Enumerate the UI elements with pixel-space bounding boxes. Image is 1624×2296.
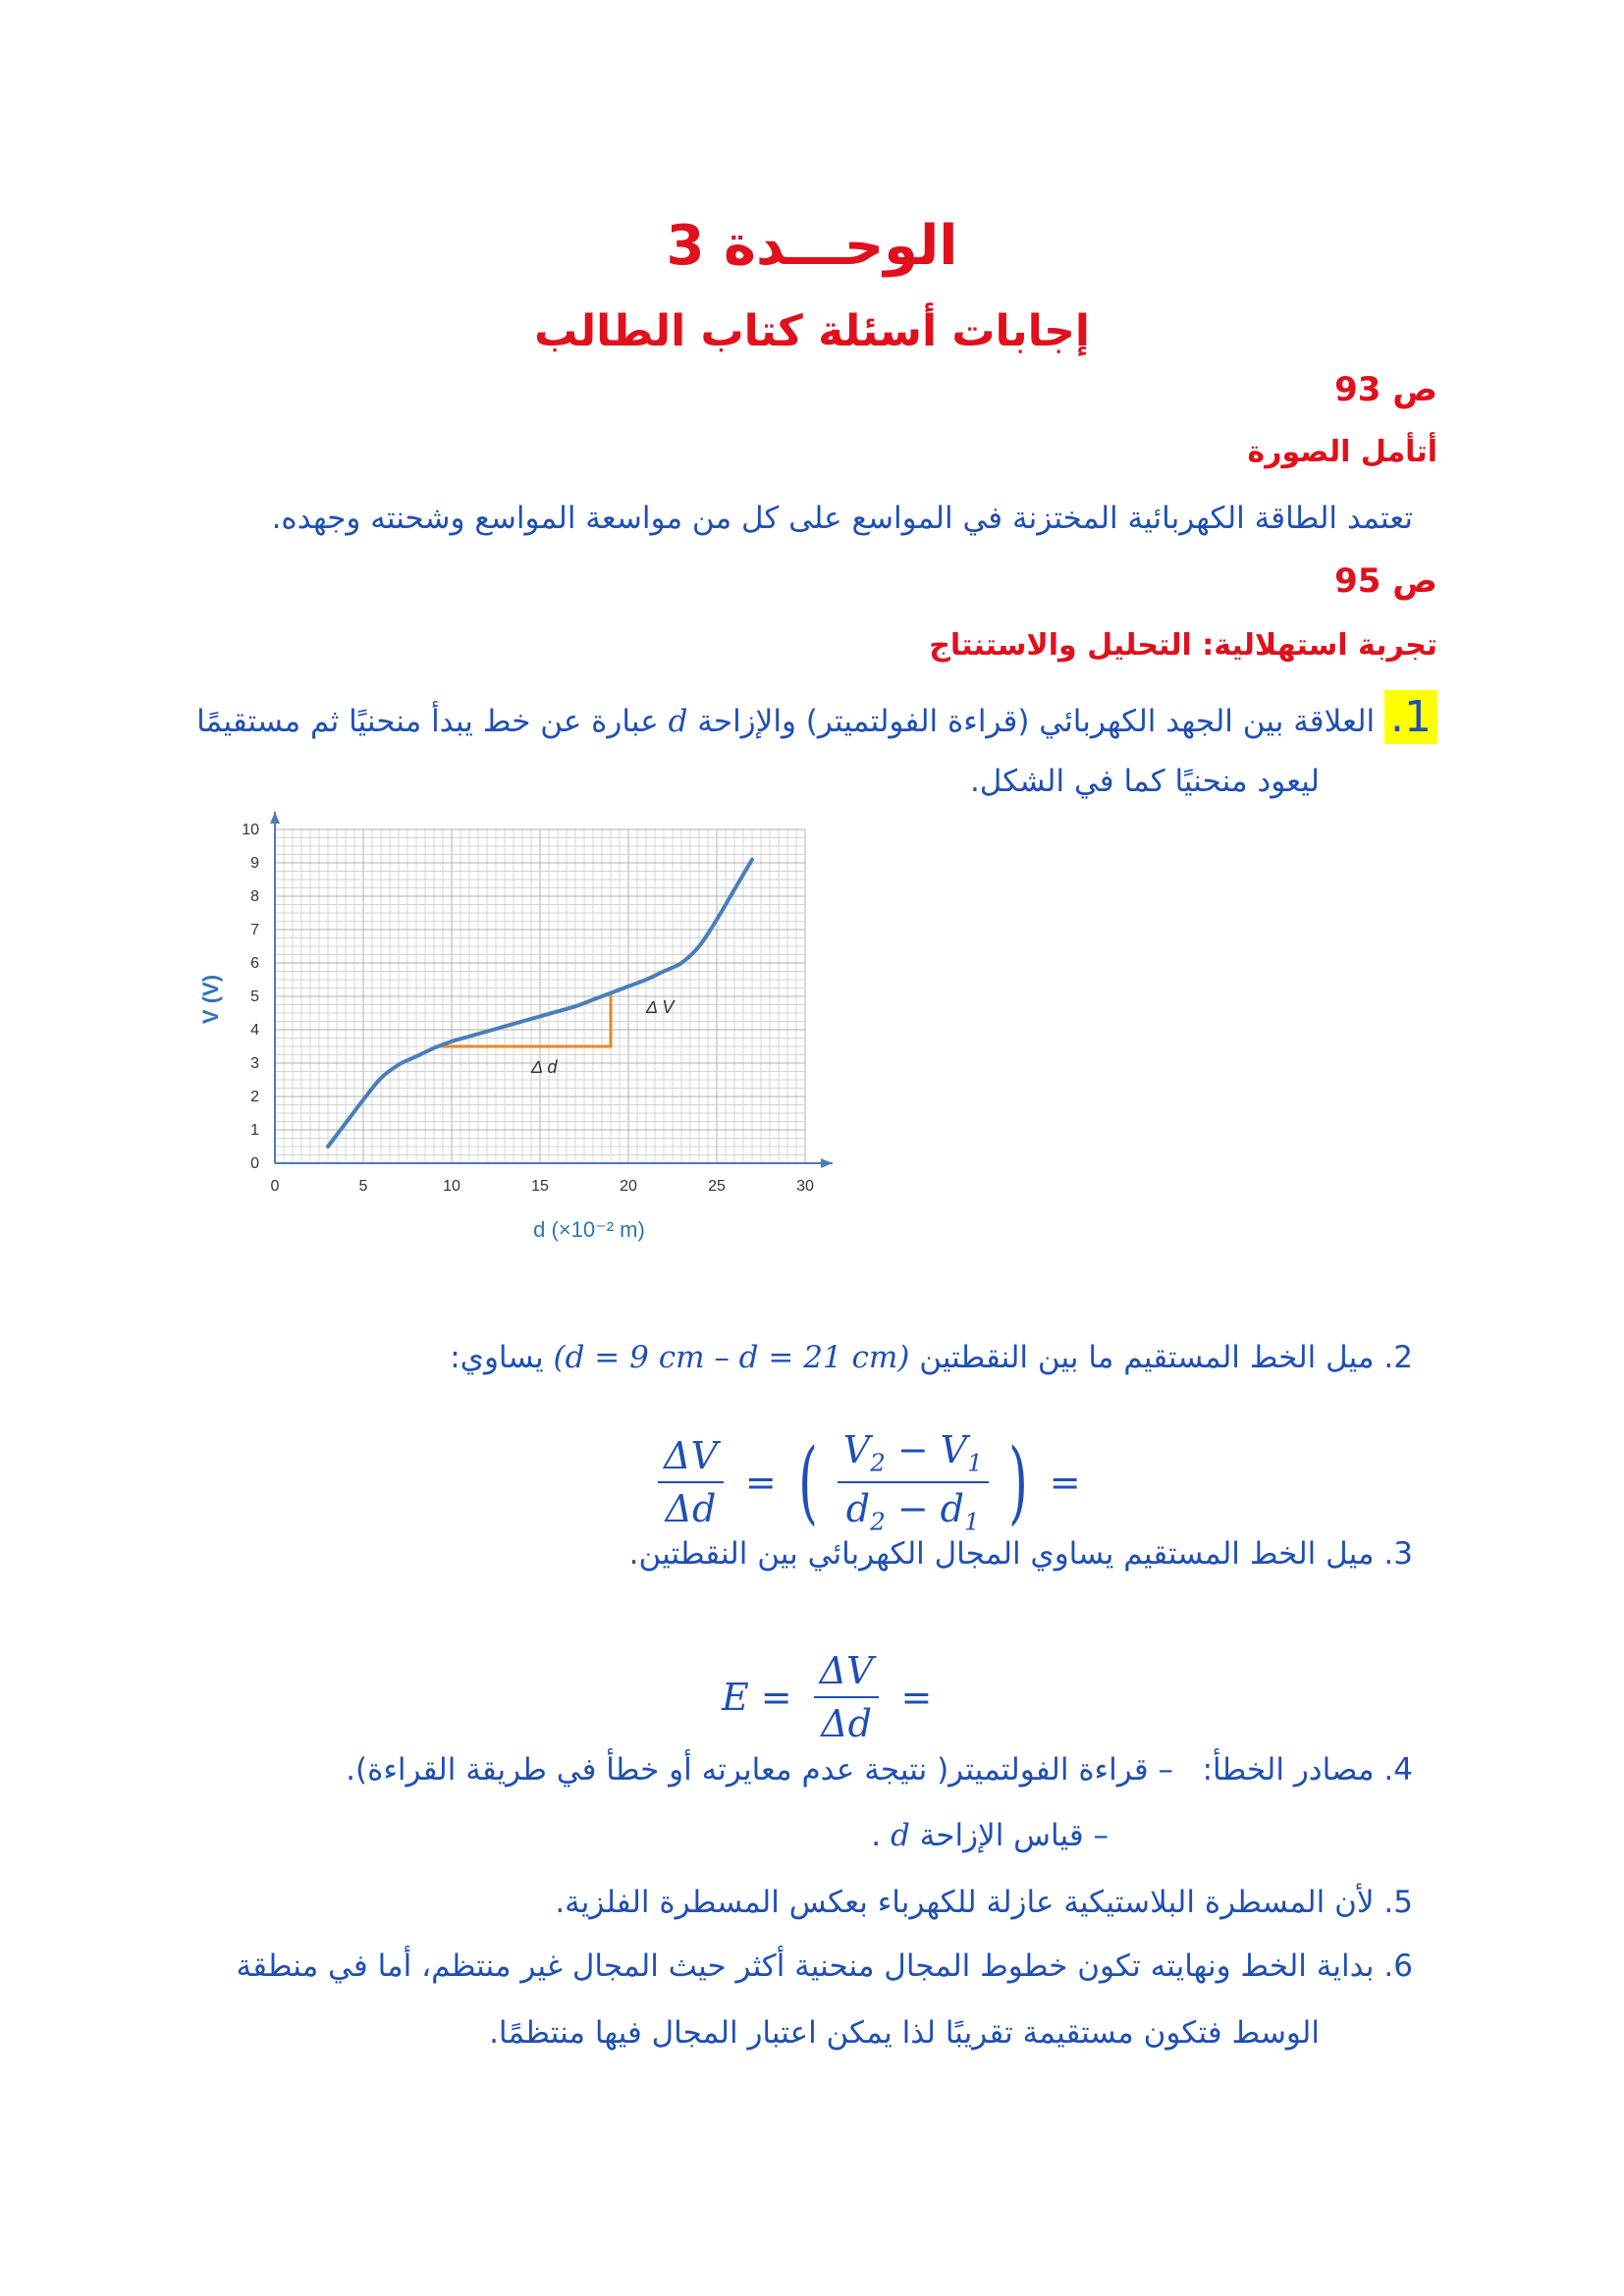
- y-axis-arrow: [270, 812, 280, 824]
- y-tick-label: 7: [250, 922, 259, 938]
- question-number: 1.: [1384, 690, 1437, 744]
- right-paren: ): [1007, 1428, 1028, 1534]
- q4-var-d: d: [890, 1818, 910, 1853]
- eq1-den2: $d_2 - d_1$: [845, 1486, 980, 1536]
- q6-line-2: الوسط فتكون مستقيمة تقريبًا لذا يمكن اعتبار المجال فيها منتظمًا.: [489, 2015, 1320, 2051]
- eq2-E: E: [722, 1676, 749, 1719]
- q1-text-b: عبارة عن خط يبدأ منحنيًا ثم مستقيمًا: [196, 704, 659, 739]
- page-number-95: ص 95: [1334, 561, 1437, 601]
- question-1: [196, 692, 1437, 742]
- chart-y-label: V (V): [198, 974, 223, 1025]
- x-axis-arrow: [821, 1158, 833, 1168]
- y-tick-label: 5: [250, 988, 259, 1005]
- eq1-equals: =: [744, 1460, 777, 1504]
- y-tick-label: 10: [242, 822, 259, 838]
- answer-image: تعتمد الطاقة الكهربائية المختزنة في المواسع على كل من مواسعة المواسع وشحنته وجهده.: [271, 501, 1413, 536]
- x-tick-label: 25: [708, 1178, 726, 1195]
- field-equation: [722, 1649, 944, 1745]
- q2-range: (d = 9 cm – d = 21 cm): [553, 1340, 910, 1375]
- q4-item-1: – قراءة الفولتميتر( نتيجة عدم معايرته أو خطأ في طريقة القراءة).: [346, 1752, 1174, 1788]
- y-tick-label: 0: [250, 1155, 259, 1172]
- y-tick-label: 9: [250, 855, 259, 872]
- q2-text-a: ميل الخط المستقيم ما بين النقطتين: [919, 1340, 1375, 1375]
- x-tick-label: 15: [531, 1178, 549, 1195]
- q2-text-b: يساوي:: [450, 1340, 544, 1375]
- y-tick-label: 1: [250, 1122, 259, 1139]
- q1-var-d: d: [668, 704, 688, 739]
- slope-equation: [648, 1428, 1093, 1535]
- page-subtitle: إجابات أسئلة كتاب الطالب: [534, 306, 1090, 356]
- fraction-v-d: [838, 1428, 989, 1535]
- eq1-num2: $V_2 - V_1$: [838, 1428, 989, 1483]
- annotation-label: Δ V: [646, 997, 675, 1017]
- q4-item-2: – قياس الإزاحة d .: [871, 1818, 1109, 1853]
- chart-annotations: [530, 997, 676, 1077]
- q5-text: لأن المسطرة البلاستيكية عازلة للكهرباء بعكس المسطرة الفلزية.: [555, 1885, 1375, 1920]
- question-6: 6. بداية الخط ونهايته تكون خطوط المجال منحنية أكثر حيث المجال غير منتظم، أما في منطقة: [236, 1949, 1413, 1984]
- q6-line-1: بداية الخط ونهايته تكون خطوط المجال منحنية أكثر حيث المجال غير منتظم، أما في منطقة: [236, 1949, 1375, 1984]
- question-2: [450, 1340, 1413, 1375]
- y-tick-label: 6: [250, 955, 259, 972]
- y-tick-label: 3: [250, 1055, 259, 1072]
- eq1-numerator: ΔV: [658, 1434, 724, 1483]
- q3-text: ميل الخط المستقيم يساوي المجال الكهربائي بين النقطتين.: [628, 1536, 1375, 1572]
- x-tick-label: 5: [358, 1178, 368, 1195]
- unit-title: الوحـــدة 3: [666, 214, 958, 278]
- question-1-line-2: ليعود منحنيًا كما في الشكل.: [969, 764, 1320, 799]
- y-tick-label: 8: [250, 888, 259, 905]
- eq2-fraction: $\frac{\Delta V}{\Delta d}$: [814, 1649, 880, 1745]
- page-number-93: ص 93: [1334, 370, 1437, 409]
- section-heading-image: أتأمل الصورة: [1247, 435, 1437, 469]
- question-4: 4. مصادر الخطأ: – قراءة الفولتميتر( نتيجة عدم معايرته أو خطأ في طريقة القراءة).: [346, 1752, 1413, 1788]
- eq2-equals: =: [760, 1676, 792, 1719]
- q2-number: 2.: [1383, 1340, 1413, 1375]
- x-tick-label: 30: [796, 1178, 814, 1195]
- y-tick-label: 4: [250, 1022, 259, 1039]
- fraction-dv-dd: [658, 1434, 724, 1530]
- question-5: 5. لأن المسطرة البلاستيكية عازلة للكهرباء بعكس المسطرة الفلزية.: [555, 1885, 1413, 1920]
- x-tick-label: 10: [443, 1178, 460, 1195]
- q4-heading: مصادر الخطأ:: [1202, 1752, 1375, 1788]
- left-paren: (: [797, 1428, 818, 1534]
- voltage-displacement-chart: [147, 805, 854, 1256]
- y-tick-label: 2: [250, 1089, 259, 1105]
- eq1-equals-2: =: [1049, 1460, 1081, 1504]
- eq2-equals-2: =: [900, 1676, 933, 1719]
- question-3: 3. ميل الخط المستقيم يساوي المجال الكهربائي بين النقطتين.: [628, 1536, 1413, 1572]
- section-heading-experiment: تجربة استهلالية: التحليل والاستنتاج: [929, 628, 1437, 663]
- x-tick-label: 20: [620, 1178, 637, 1195]
- annotation-label: Δ d: [531, 1057, 558, 1078]
- eq1-denominator: Δd: [665, 1486, 717, 1530]
- q1-text-a: العلاقة بين الجهد الكهربائي (قراءة الفولتميتر) والإزاحة: [697, 704, 1376, 739]
- x-tick-label: 0: [270, 1178, 280, 1195]
- chart-x-label: d (×10⁻² m): [533, 1217, 645, 1242]
